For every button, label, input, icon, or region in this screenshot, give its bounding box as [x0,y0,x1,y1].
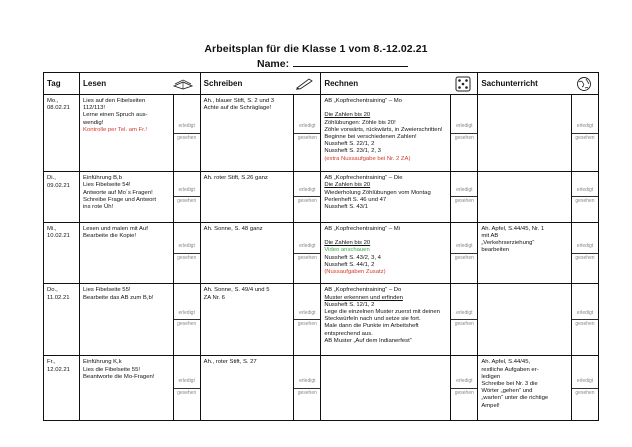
seen-checkbox[interactable]: gesehen [174,253,200,265]
lesen-check-cell[interactable] [173,95,200,172]
task-line: Ah. Apfel, S.44/45, [481,359,531,366]
lesen-task-cell [80,172,174,223]
day-label: 10.02.21 [47,233,70,240]
book-icon [172,76,194,92]
done-checkbox[interactable]: erledigt [178,378,195,385]
task-line: AB „Kopfrechentraining“ – Die [324,175,403,182]
seen-checkbox[interactable]: gesehen [294,133,320,145]
day-label: Fr., [47,359,56,366]
lesen-task-cell [80,284,174,356]
header-row [44,73,599,95]
work-plan-table [43,72,599,421]
task-line: Ah. roter Stift, S.26 ganz [203,175,268,182]
task-line: ins rote Üh! [83,204,114,211]
seen-checkbox[interactable]: gesehen [294,388,320,400]
seen-checkbox[interactable]: gesehen [451,196,477,208]
task-line: Nussheft S. 23/1, 2, 3 [324,148,381,155]
task-line: Nussheft S. 22/1, 2 [324,141,375,148]
plan-row [44,95,599,172]
seen-checkbox[interactable]: gesehen [572,388,598,400]
seen-checkbox[interactable]: gesehen [174,319,200,331]
done-checkbox[interactable]: erledigt [178,243,195,250]
task-line: „warten“ unter die richtige [481,395,549,402]
seen-checkbox[interactable]: gesehen [451,319,477,331]
task-line: Die Zahlen bis 20 [324,182,371,189]
lesen-task-cell [80,222,174,284]
sachunterricht-check-cell[interactable] [572,95,599,172]
plan-row [44,222,599,284]
header-lesen-label: Lesen [83,79,107,88]
seen-checkbox[interactable]: gesehen [572,253,598,265]
task-line: Nussheft S. 44/1, 2 [324,261,375,268]
done-checkbox[interactable]: erledigt [456,186,473,193]
task-line [324,105,447,112]
task-line: Einführung B,b [83,175,122,182]
task-line: Ah., blauer Stift, S. 2 und 3 [203,98,275,104]
task-line: Lies die Fibelseite 55! [83,366,140,373]
done-checkbox[interactable]: erledigt [299,309,316,316]
done-checkbox[interactable]: erledigt [576,378,594,385]
header-schreiben-label: Schreiben [203,79,243,88]
schreiben-task-cell [200,284,294,356]
schreiben-check-cell[interactable] [294,222,321,284]
task-line: Lesen und malen mit Auf [83,225,148,232]
schreiben-task-cell [200,222,294,284]
sachunterricht-check-cell[interactable] [572,284,599,356]
seen-checkbox[interactable]: gesehen [451,133,477,145]
schreiben-check-cell[interactable] [294,95,321,172]
seen-checkbox[interactable]: gesehen [294,253,320,265]
rechnen-task-cell [321,222,451,284]
done-checkbox[interactable]: erledigt [576,123,594,130]
task-line: Nussheft S. 43/1 [324,204,368,211]
schreiben-check-cell[interactable] [294,356,321,421]
task-line: Ah., roter Stift, S. 27 [203,359,257,366]
seen-checkbox[interactable]: gesehen [294,196,320,208]
task-line: Die Zahlen bis 20 [324,112,371,119]
header-rechnen [321,73,478,95]
rechnen-check-cell[interactable] [451,356,478,421]
task-line: wendig! [83,119,104,126]
header-sachunterricht [478,73,599,95]
task-line: AB Muster „Auf dem Indianerfest“ [324,337,412,344]
seen-checkbox[interactable]: gesehen [174,388,200,400]
schreiben-task-cell [200,356,294,421]
day-cell [44,95,80,172]
globe-icon [576,76,592,94]
task-line: (extra Nussaufgabe bei Nr. 2 ZA) [324,155,411,162]
seen-checkbox[interactable]: gesehen [174,196,200,208]
day-cell [44,172,80,223]
task-line: Perlenheft S. 46 und 47 [324,196,387,203]
day-cell [44,356,80,421]
done-checkbox[interactable]: erledigt [178,186,195,193]
task-line: Wörter „gehen“ und [481,388,533,395]
task-line: Nussheft S. 43/2, 3, 4 [324,254,381,261]
task-line: Antworte auf Mo´s Fragen! [83,189,153,196]
sachunterricht-check-cell[interactable] [572,172,599,223]
done-checkbox[interactable]: erledigt [576,243,594,250]
header-sachunterricht-label: Sachunterricht [481,79,538,88]
task-line: ZA Nr. 6 [203,294,225,301]
task-line: Ah. Sonne, S. 48 ganz [203,225,263,232]
done-checkbox[interactable]: erledigt [456,309,473,316]
done-checkbox[interactable]: erledigt [576,309,594,316]
dice-icon [455,76,471,94]
lesen-check-cell[interactable] [173,172,200,223]
task-line: bearbeiten [481,247,510,254]
task-line: AB „Kopfrechentraining“ – Mi [324,225,400,232]
schreiben-task-cell [200,172,294,223]
task-line: Achte auf die Schräglage! [203,105,272,112]
sachunterricht-task-cell [478,222,572,284]
task-line: Bearbeite das AB zum B,b! [83,294,154,301]
rechnen-check-cell[interactable] [451,222,478,284]
seen-checkbox[interactable]: gesehen [572,133,598,145]
sachunterricht-task-cell [478,172,572,223]
task-line: Zöhle vorwärts, rückwärts, in Zweierschritten! [324,126,443,133]
task-line [324,233,447,240]
lesen-task-cell [80,95,174,172]
task-line: Video anschauen [324,247,370,254]
done-checkbox[interactable]: erledigt [456,123,473,130]
day-label: 09.02.21 [47,182,70,189]
schreiben-check-cell[interactable] [294,172,321,223]
lesen-check-cell[interactable] [173,222,200,284]
rechnen-task-cell [321,172,451,223]
seen-checkbox[interactable]: gesehen [174,133,200,145]
lesen-check-cell[interactable] [173,356,200,421]
task-line: Zöhlübungen: Zöhle bis 20! [324,119,396,126]
done-checkbox[interactable]: erledigt [299,378,316,385]
day-label: 12.02.21 [47,366,70,373]
day-cell [44,222,80,284]
rechnen-task-cell [321,356,451,421]
task-line: Ah. Sonne, S. 49/4 und 5 [203,287,270,294]
day-label: Do., [47,287,58,294]
day-label: 08.02.21 [47,105,70,112]
rechnen-task-cell [321,95,451,172]
sachunterricht-task-cell [478,95,572,172]
task-line: Ah. Apfel, S.44/45, Nr. 1 [481,225,545,232]
task-line: Die Zahlen bis 20 [324,240,371,247]
lesen-task-cell [80,356,174,421]
day-label: Mi., [47,225,57,232]
sachunterricht-check-cell[interactable] [572,222,599,284]
task-line: Schreibe bei Nr. 3 die [481,381,538,388]
rechnen-check-cell[interactable] [451,172,478,223]
done-checkbox[interactable]: erledigt [456,243,473,250]
task-line: entsprechend aus. [324,330,373,337]
task-line: Nussheft S. 12/1, 2 [324,301,375,308]
name-field[interactable] [257,57,408,70]
done-checkbox[interactable]: erledigt [299,123,316,130]
schreiben-check-cell[interactable] [294,284,321,356]
task-line: AB „Kopfrechentraining“ – Mo [324,98,402,104]
task-line: Kontrolle per Tel. am Fr.! [83,126,148,133]
day-label: Di., [47,175,56,182]
seen-checkbox[interactable]: gesehen [572,196,598,208]
task-line: „Verkehrserziehung“ [481,240,535,247]
done-checkbox[interactable]: erledigt [178,123,195,130]
sachunterricht-task-cell [478,284,572,356]
day-label: Mo., [47,98,59,104]
done-checkbox[interactable]: erledigt [456,378,473,385]
plan-row [44,284,599,356]
task-line: ledigen [481,373,501,380]
done-checkbox[interactable]: erledigt [299,186,316,193]
day-label: 11.02.21 [47,294,70,301]
sachunterricht-task-cell [478,356,572,421]
done-checkbox[interactable]: erledigt [178,309,195,316]
task-line: Wiederholung Zöhlübungen vom Montag [324,189,431,196]
seen-checkbox[interactable]: gesehen [572,319,598,331]
done-checkbox[interactable]: erledigt [299,243,316,250]
task-line: Lies auf den Fibelseiten [83,98,146,104]
task-line: Steckwürfeln nach und setze sie fort. [324,316,421,323]
task-line: (Nussaufgaben Zusatz) [324,268,386,275]
name-blank-line[interactable] [293,57,408,67]
header-lesen [80,73,201,95]
task-line: Lege die einzelnen Muster zuerst mit deinen [324,309,440,316]
rechnen-check-cell[interactable] [451,284,478,356]
day-cell [44,284,80,356]
task-line: Lies Fibelseite 54! [83,182,131,189]
lesen-check-cell[interactable] [173,284,200,356]
done-checkbox[interactable]: erledigt [576,186,594,193]
task-line: 112/113! [83,105,106,112]
task-line: mit AB [481,232,499,239]
task-line: Schreibe Frage und Antwort [83,196,157,203]
task-line: Bearbeite die Kopie! [83,232,137,239]
page-title: Arbeitsplan für die Klasse 1 vom 8.-12.02.21 [204,43,428,55]
header-schreiben [200,73,321,95]
plan-row [44,356,599,421]
task-line: Male dann die Punkte im Arbeitsheft [324,323,419,330]
header-tag: Tag [44,73,80,95]
header-rechnen-label: Rechnen [324,79,359,88]
sachunterricht-check-cell[interactable] [572,356,599,421]
plan-row [44,172,599,223]
task-line: Muster erkennen und erfinden [324,294,403,301]
task-line: Lerne einen Spruch aus- [83,112,148,119]
task-line: AB „Kopfrechentraining“ – Do [324,287,402,294]
task-line: Einführung K,k [83,359,122,366]
seen-checkbox[interactable]: gesehen [451,253,477,265]
pencil-icon [294,76,314,92]
task-line: Beginne bei verschiedenen Zahlen! [324,134,417,141]
task-line: Lies Fibelseite 55! [83,287,131,294]
seen-checkbox[interactable]: gesehen [294,319,320,331]
name-label: Name: [257,58,290,70]
task-line: Ampel! [481,402,500,409]
seen-checkbox[interactable]: gesehen [451,388,477,400]
task-line: Beantworte die Mo-Fragen! [83,373,155,380]
rechnen-task-cell [321,284,451,356]
schreiben-task-cell [200,95,294,172]
rechnen-check-cell[interactable] [451,95,478,172]
task-line: restliche Aufgaben er- [481,366,539,373]
